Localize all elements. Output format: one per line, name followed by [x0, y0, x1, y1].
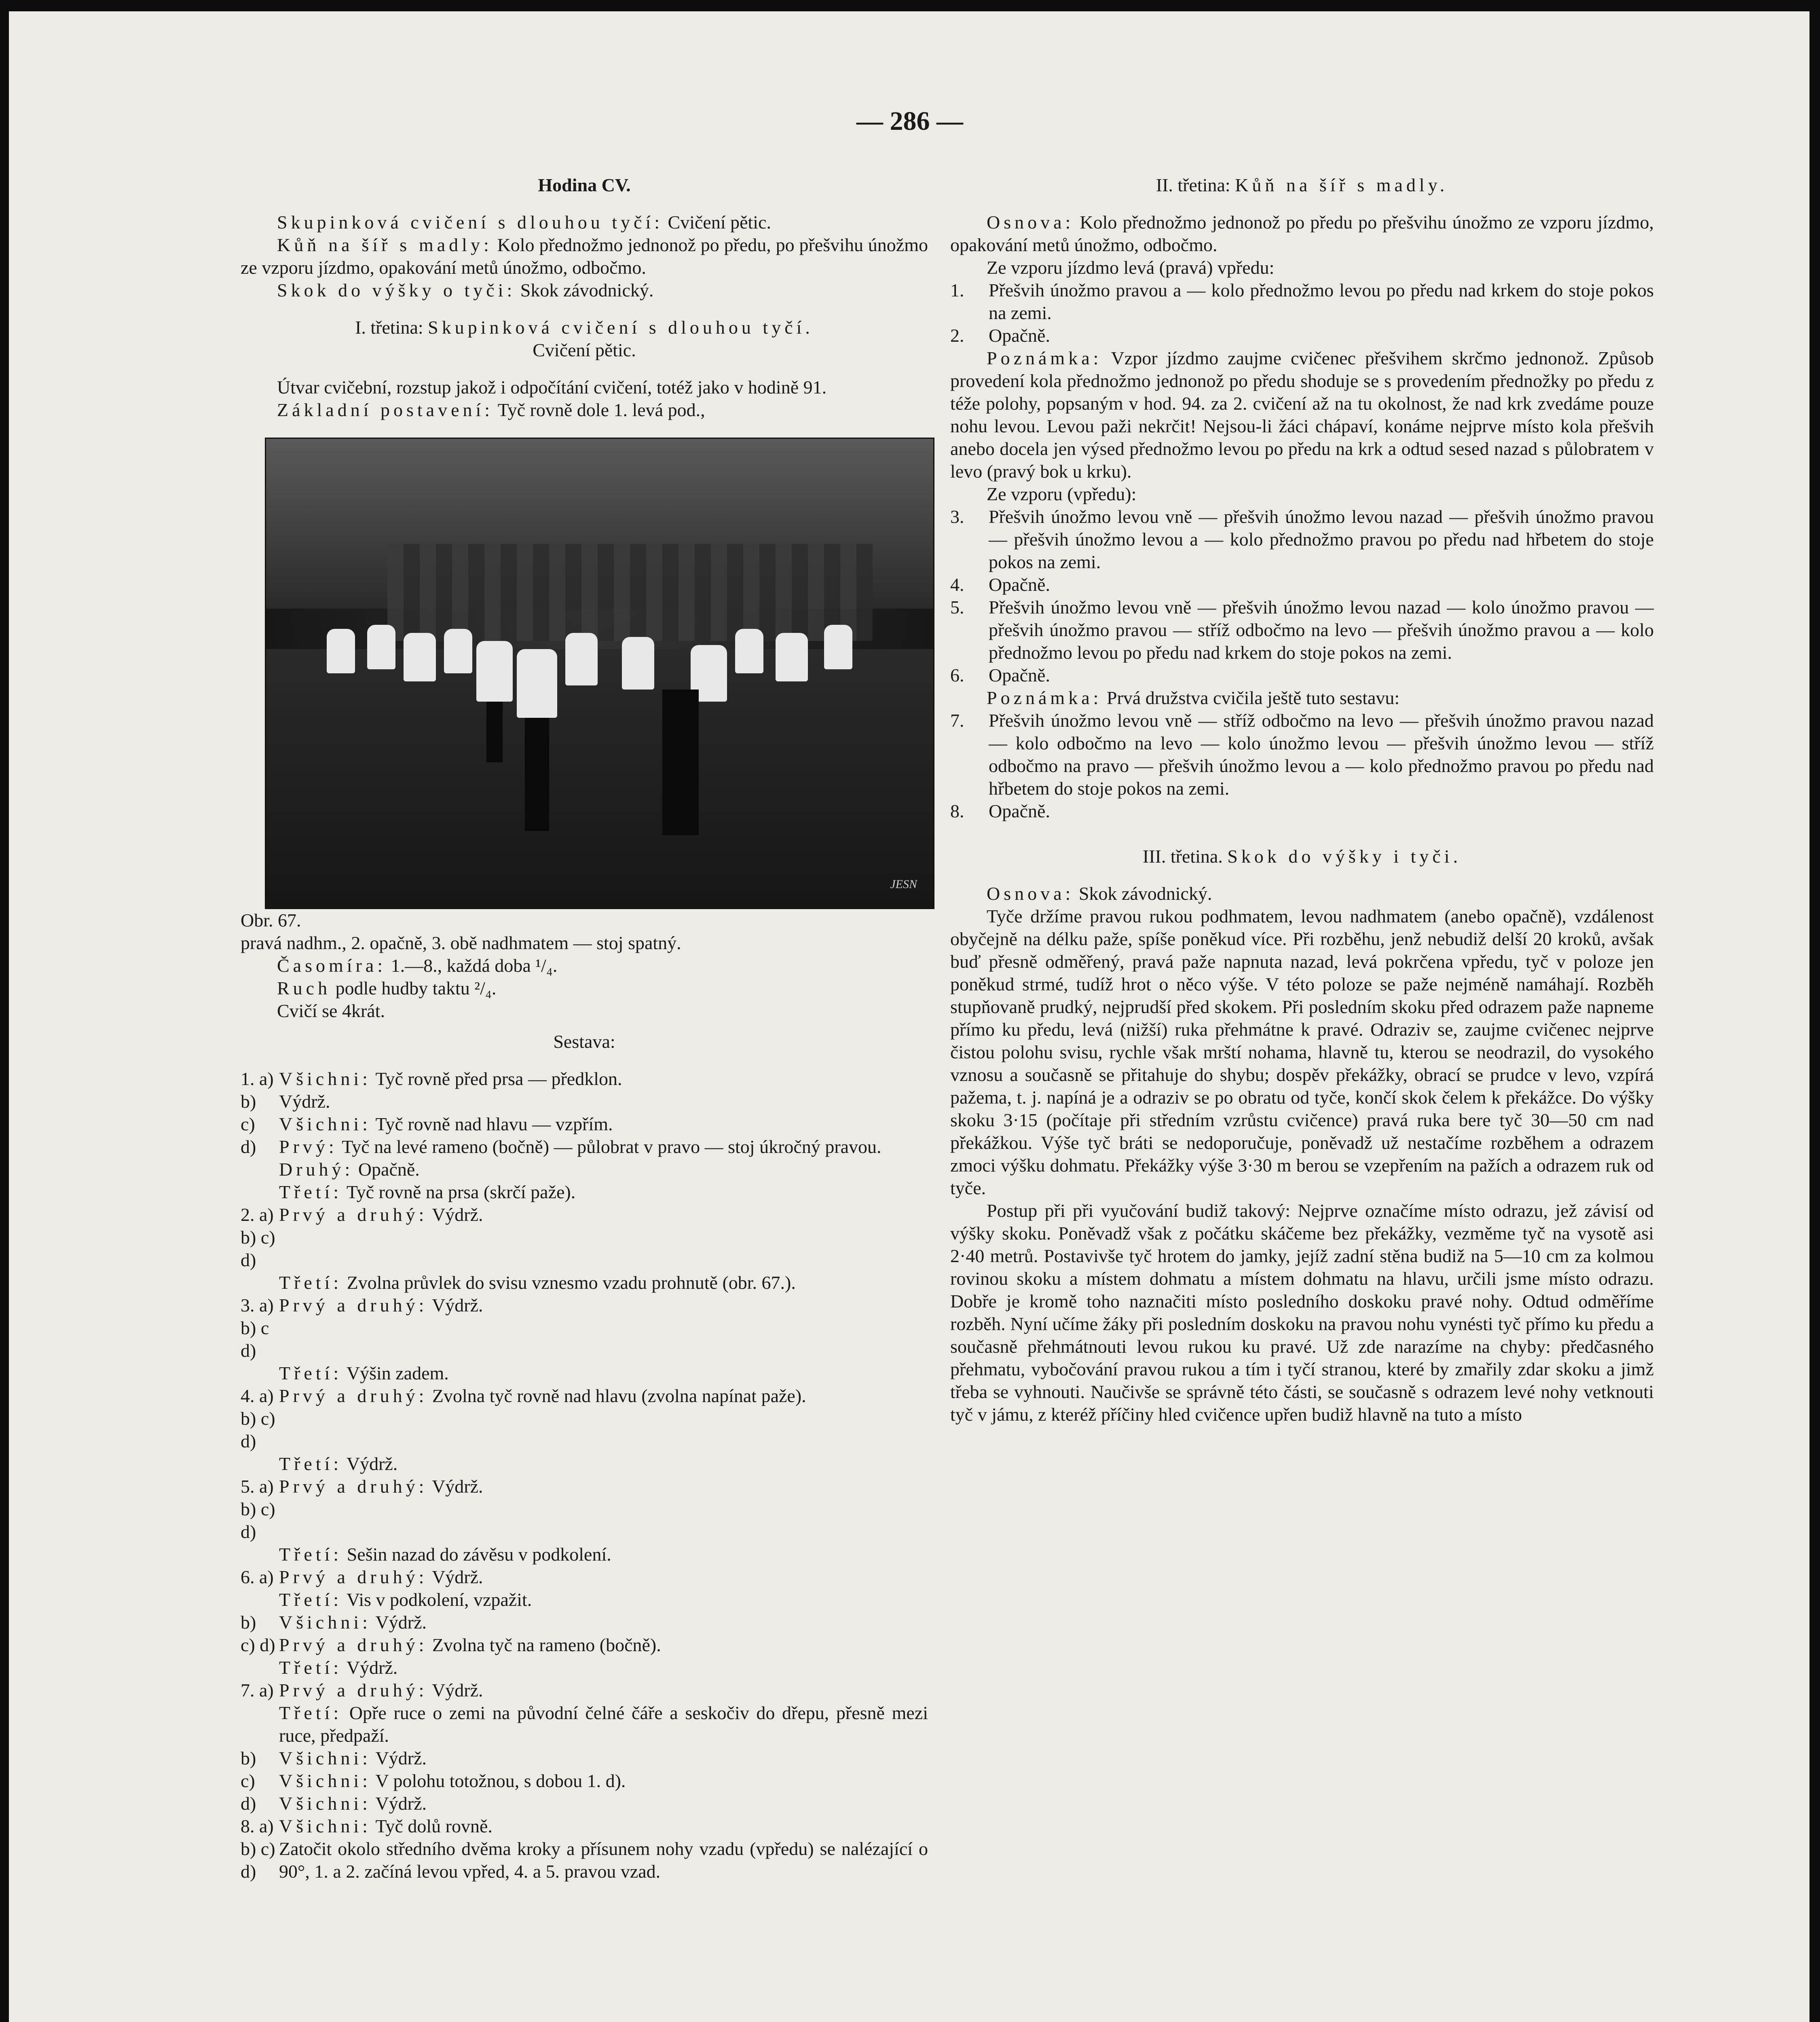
item-text	[279, 1838, 928, 1883]
ze-vzporu-2-line: Ze vzporu (vpředu):	[987, 484, 1137, 504]
numbered-item	[950, 800, 1654, 823]
item-number: 2. a) b) c) d)	[241, 1204, 275, 1270]
item-body: Tyč dolů rovně.	[371, 1816, 493, 1836]
item-body: Výdrž.	[427, 1476, 483, 1497]
item-number: 6. a)	[241, 1567, 274, 1587]
sestava-item	[241, 1543, 928, 1566]
item-key: Prvý a druhý:	[279, 1476, 428, 1497]
item-key: Všichni:	[279, 1068, 371, 1089]
item-text	[279, 1475, 928, 1498]
sestava-list	[241, 1068, 928, 1883]
photo-exercise-groups	[265, 438, 934, 909]
item-body: Opačně.	[353, 1159, 420, 1180]
item-key: Všichni:	[279, 1816, 371, 1836]
left-column	[241, 174, 928, 1883]
poznamka-2: Poznámka: Prvá družstva cvičila ještě tuto sestavu:	[987, 687, 1400, 708]
item-text	[279, 1792, 928, 1815]
item-text	[279, 1158, 928, 1181]
ruch-line: Ruch podle hudby taktu ²/₄.	[277, 978, 497, 998]
item-number: 3.	[950, 506, 964, 527]
sestava-item	[241, 1611, 928, 1634]
sestava-item	[241, 1271, 928, 1294]
item-number: 7. a)	[241, 1680, 274, 1701]
item-text	[279, 1566, 928, 1588]
item-body: Výdrž.	[427, 1680, 483, 1701]
item-number: b)	[241, 1612, 256, 1633]
osnova-paragraph: Osnova: Kolo přednožmo jednonož po předu po přešvihu únožmo ze vzporu jízdmo, opakování metů únožmo, odbočmo.	[950, 212, 1654, 255]
item-body: Vis v podkolení, vzpažit.	[342, 1589, 532, 1610]
item-body: Výdrž.	[427, 1567, 483, 1587]
item-body: Výdrž.	[371, 1748, 427, 1768]
item-key: Třetí:	[279, 1657, 342, 1678]
item-key: Prvý:	[279, 1136, 338, 1157]
sestava-item	[241, 1588, 928, 1611]
item-text: Opačně.	[989, 801, 1050, 821]
item-key: Všichni:	[279, 1114, 371, 1134]
osnova-2-paragraph: Osnova: Skok závodnický.	[987, 883, 1212, 904]
item-key: Třetí:	[279, 1453, 342, 1474]
item-body: Výdrž.	[279, 1091, 330, 1112]
sestava-item	[241, 1113, 928, 1136]
item-text	[279, 1815, 928, 1838]
sestava-item	[241, 1566, 928, 1588]
section-1-heading: I. třetina: Skupinková cvičení s dlouhou tyčí.	[355, 317, 814, 338]
numbered-item	[950, 596, 1654, 664]
item-number: 5. a) b) c) d)	[241, 1476, 275, 1542]
item-number: 6.	[950, 665, 964, 685]
item-text	[279, 1702, 928, 1747]
item-body: Tyč rovně před prsa — předklon.	[371, 1068, 622, 1089]
item-body: Sešin nazad do závěsu v podkolení.	[342, 1544, 611, 1565]
sestava-item	[241, 1702, 928, 1747]
item-body: Zvolna průvlek do svisu vznesmo vzadu prohnutě (obr. 67.).	[342, 1272, 796, 1293]
item-number: b) c) d)	[241, 1838, 275, 1882]
item-key: Třetí:	[279, 1182, 342, 1202]
item-number: c) d)	[241, 1635, 275, 1655]
item-key: Třetí:	[279, 1544, 342, 1565]
cvici-line: Cvičí se 4krát.	[277, 1000, 385, 1021]
item-text	[279, 1090, 928, 1113]
section-1-subheading: Cvičení pětic.	[533, 340, 636, 360]
sestava-item	[241, 1475, 928, 1543]
ze-vzporu-line: Ze vzporu jízdmo levá (pravá) vpředu:	[987, 257, 1275, 278]
item-text: Opačně.	[989, 574, 1050, 595]
sestava-item	[241, 1815, 928, 1838]
photo-signature: JESN	[890, 878, 917, 891]
item-number: 3. a) b) c d)	[241, 1295, 274, 1361]
item-text: Opačně.	[989, 665, 1050, 685]
sestava-item	[241, 1453, 928, 1475]
item-number: b)	[241, 1748, 256, 1768]
sestava-item	[241, 1770, 928, 1792]
item-number: 4. a) b) c) d)	[241, 1385, 275, 1451]
item-body: V polohu totožnou, s dobou 1. d).	[371, 1770, 626, 1791]
right-list-b	[950, 506, 1654, 687]
sestava-item	[241, 1747, 928, 1770]
item-body: Výdrž.	[371, 1612, 427, 1633]
sestava-item	[241, 1294, 928, 1362]
right-column	[950, 174, 1654, 1426]
item-key: Třetí:	[279, 1589, 342, 1610]
zakladni-postaveni: Základní postavení: Tyč rovně dole 1. levá pod.,	[277, 400, 705, 420]
lesson-heading: Hodina CV.	[538, 175, 631, 195]
item-number: d)	[241, 1136, 256, 1157]
sestava-item	[241, 1679, 928, 1702]
item-key: Prvý a druhý:	[279, 1385, 428, 1406]
sestava-item	[241, 1362, 928, 1385]
section-2-heading: II. třetina: Kůň na šíř s madly.	[1156, 175, 1448, 195]
item-number: 5.	[950, 597, 964, 618]
sestava-item	[241, 1203, 928, 1271]
item-key: Všichni:	[279, 1612, 371, 1633]
utvar-paragraph: Útvar cvičební, rozstup jakož i odpočítání cvičení, totéž jako v hodině 91.	[277, 377, 827, 398]
item-number: b)	[241, 1091, 256, 1112]
item-number: c)	[241, 1114, 255, 1134]
item-number: 7.	[950, 710, 964, 731]
item-body: Výdrž.	[342, 1453, 398, 1474]
item-text	[279, 1181, 928, 1203]
sestava-item	[241, 1090, 928, 1113]
sestava-item	[241, 1656, 928, 1679]
numbered-item	[950, 324, 1654, 347]
right-list-a	[950, 279, 1654, 347]
numbered-item	[950, 279, 1654, 324]
item-body: Tyč na levé rameno (bočně) — půlobrat v pravo — stoj úkročný pravou.	[337, 1136, 881, 1157]
item-text	[279, 1679, 928, 1702]
poznamka-1: Poznámka: Vzpor jízdmo zaujme cvičenec přešvihem skrčmo jednonož. Způsob provedení kola přednožmo jednonož po předu shoduje se s provedením přednožky po předu z téže polohy, popsaným v hod. 94. za 2. cvičení až na tu okolnost, že nad krk zvedáme pouze nohu levou. Levou paži nekrčit! Nejsou-li žáci chápaví, konáme nejprve místo kola přešvih anebo docela jen výsed přednožmo levou po předu na krk a odtud sesed nazad s půlobratem v levo (pravý bok u krku).	[950, 348, 1654, 482]
sestava-item	[241, 1181, 928, 1203]
item-body: Výdrž.	[427, 1204, 483, 1225]
item-text: Přešvih únožmo levou vně — přešvih únožmo levou nazad — přešvih únožmo pravou — přešvih únožmo levou a — kolo přednožmo pravou po předu nad hřbetem do stoje pokos na zemi.	[989, 506, 1654, 572]
item-text	[279, 1747, 928, 1770]
sestava-item	[241, 1068, 928, 1090]
item-body: Výšin zadem.	[342, 1363, 449, 1383]
item-text	[279, 1634, 928, 1656]
item-body: Výdrž.	[427, 1295, 483, 1316]
item-text	[279, 1453, 928, 1475]
item-body: Zvolna tyč rovně nad hlavu (zvolna napínat paže).	[427, 1385, 806, 1406]
item-key: Prvý a druhý:	[279, 1567, 428, 1587]
item-key: Druhý:	[279, 1159, 354, 1180]
item-text	[279, 1271, 928, 1294]
item-text	[279, 1203, 928, 1226]
item-key: Třetí:	[279, 1703, 342, 1723]
item-key: Všichni:	[279, 1748, 371, 1768]
item-number: 1.	[950, 280, 964, 300]
item-key: Prvý a druhý:	[279, 1295, 428, 1316]
right-list-c	[950, 709, 1654, 823]
item-body: Tyč rovně na prsa (skrčí paže).	[342, 1182, 576, 1202]
item-number: 8.	[950, 801, 964, 821]
item-text	[279, 1294, 928, 1317]
item-text: Opačně.	[989, 325, 1050, 346]
item-text	[279, 1136, 928, 1158]
item-key: Prvý a druhý:	[279, 1204, 428, 1225]
item-key: Třetí:	[279, 1363, 342, 1383]
item-text	[279, 1068, 928, 1090]
item-text	[279, 1770, 928, 1792]
sestava-item	[241, 1385, 928, 1453]
item-text	[279, 1611, 928, 1634]
item-text: Přešvih únožmo levou vně — přešvih únožmo levou nazad — kolo únožmo pravou — přešvih únožmo pravou — stříž odbočmo na levo — přešvih únožmo pravou a — kolo přednožmo levou po předu nad krkem do stoje pokos na zemi.	[989, 597, 1654, 663]
item-body: Zatočit okolo středního dvěma kroky a přísunem nohy vzadu (vpředu) se nalézající o 90°, 1. a 2. začíná levou vpřed, 4. a 5. pravou vzad.	[279, 1838, 928, 1882]
item-number: 8. a)	[241, 1816, 274, 1836]
item-number: d)	[241, 1793, 256, 1814]
item-body: Výdrž.	[371, 1793, 427, 1814]
item-text	[279, 1113, 928, 1136]
intro-line-2: Kůň na šíř s madly: Kolo přednožmo jednonož po předu, po přešvihu únožmo ze vzporu jízdmo, opakování metů únožmo, odbočmo.	[241, 235, 928, 278]
continuation-line: pravá nadhm., 2. opačně, 3. obě nadhmatem — stoj spatný.	[241, 933, 681, 953]
item-number: 4.	[950, 574, 964, 595]
scan-border-left	[0, 0, 9, 2022]
figure-caption: Obr. 67.	[241, 910, 301, 931]
item-text	[279, 1543, 928, 1566]
casomira-line: Časomíra: 1.—8., každá doba ¹/₄.	[277, 955, 558, 976]
item-body: Zvolna tyč na rameno (bočně).	[427, 1635, 661, 1655]
item-body: Opře ruce o zemi na původní čelné čáře a seskočiv do dřepu, přesně mezi ruce, předpaží.	[279, 1703, 928, 1746]
item-number: c)	[241, 1770, 255, 1791]
item-key: Prvý a druhý:	[279, 1680, 428, 1701]
sestava-item	[241, 1792, 928, 1815]
item-key: Prvý a druhý:	[279, 1635, 428, 1655]
intro-line-3: Skok do výšky o tyči: Skok závodnický.	[277, 280, 654, 300]
sestava-item	[241, 1136, 928, 1158]
sestava-heading: Sestava:	[553, 1031, 615, 1052]
item-body: Tyč rovně nad hlavu — vzpřím.	[371, 1114, 613, 1134]
item-key: Všichni:	[279, 1770, 371, 1791]
item-text: Přešvih únožmo levou vně — stříž odbočmo na levo — přešvih únožmo pravou nazad — kolo odbočmo na levo — kolo únožmo levou — přešvih únožmo levou — stříž odbočmo na pravo — přešvih únožmo levou a — kolo přednožmo pravou po předu nad hřbetem do stoje pokos na zemi.	[989, 710, 1654, 799]
item-text: Přešvih únožmo pravou a — kolo přednožmo levou po předu nad krkem do stoje pokos na zemi.	[989, 280, 1654, 323]
sestava-item	[241, 1634, 928, 1656]
numbered-item	[950, 573, 1654, 596]
intro-line-1: Skupinková cvičení s dlouhou tyčí: Cvičení pětic.	[277, 212, 772, 233]
sestava-item	[241, 1838, 928, 1883]
pole-vault-paragraph-2: Postup při při vyučování budiž takový: Nejprve označíme místo odrazu, jež závisí od výšky skoku. Poněvadž však z počátku skáčeme bez překážky, vezměme tyč na vysotě asi 2·40 metrů. Postavivše tyč hrotem do jamky, jejíž zadní stěna budiž na 5—10 cm za kolmou rovinou skoku a místem dohmatu a místem dohmatu na hlavu, určili jsme místo odrazu. Dobře je kromě toho naznačiti místo posledního doskoku pravé nohy. Odtud odměříme rozběh. Nyní učíme žáky při posledním doskoku na pravou nohu vynésti tyč přímo ku předu a současně přehmátnouti levou rukou ku pravé. Už zde narazíme na chyby: předčasného přehmatu, vybočování pravou rukou a tím i tyčí stranou, které by zmařily zdar skoku a jimž třeba se vyhnouti. Naučivše se správně této části, se současně s odrazem levé nohy vetknouti tyč v jámu, z kteréž příčiny hled cvičence upřen budiž hlavně na tuto a místo	[950, 1200, 1654, 1425]
item-text	[279, 1588, 928, 1611]
pole-vault-paragraph-1: Tyče držíme pravou rukou podhmatem, levou nadhmatem (anebo opačně), vzdálenost obyčejně na délku paže, spíše poněkud více. Při rozběhu, jenž nebudiž delší 20 kroků, avšak buď přesně odměřený, pravá paže napnuta nazad, levá pokrčena vpředu, tyč v poloze jen poněkud strmé, tudíž hrot o něco výše. V této poloze se paže nejméně namáhají. Rozběh stupňovaně prudký, nejprudší před skokem. Při posledním skoku před odrazem paže napneme přímo ku předu, levá (nižší) ruka přehmátne k pravé. Odraziv se, zaujme cvičenec nejprve čistou polohu svisu, rychle však mrští nohama, hlavně tu, kterou se neodrazil, do vysokého vznosu a současně se přitahuje do shybu; dospěv překážky, obrací se prudce v levo, vzpírá pažema, t. j. napíná je a odraziv se po obratu od tyče, končí skok čelem k překážce. Do výšky skoku 3·15 (počítaje při středním vzrůstu cvičence) pravá ruka bere tyč 30—50 cm nad překážkou. Výše tyč bráti se nedoporučuje, poněvadž už nestačíme rozběhem a odrazem zmoci výšku dohmatu. Překážky výše 3·30 m berou se vzepřením na pažích a odrazem ruk od tyče.	[950, 906, 1654, 1198]
item-number: 1. a)	[241, 1068, 274, 1089]
scan-border-right	[1809, 0, 1820, 2022]
numbered-item	[950, 664, 1654, 687]
scan-border-top	[0, 0, 1820, 11]
item-key: Všichni:	[279, 1793, 371, 1814]
item-body: Výdrž.	[342, 1657, 398, 1678]
page-number: — 286 —	[856, 106, 963, 136]
item-text	[279, 1656, 928, 1679]
item-key: Třetí:	[279, 1272, 342, 1293]
item-number: 2.	[950, 325, 964, 346]
numbered-item	[950, 709, 1654, 800]
item-text	[279, 1362, 928, 1385]
item-text	[279, 1385, 928, 1407]
numbered-item	[950, 506, 1654, 573]
section-3-heading: III. třetina. Skok do výšky i tyči.	[1142, 846, 1462, 867]
sestava-item	[241, 1158, 928, 1181]
